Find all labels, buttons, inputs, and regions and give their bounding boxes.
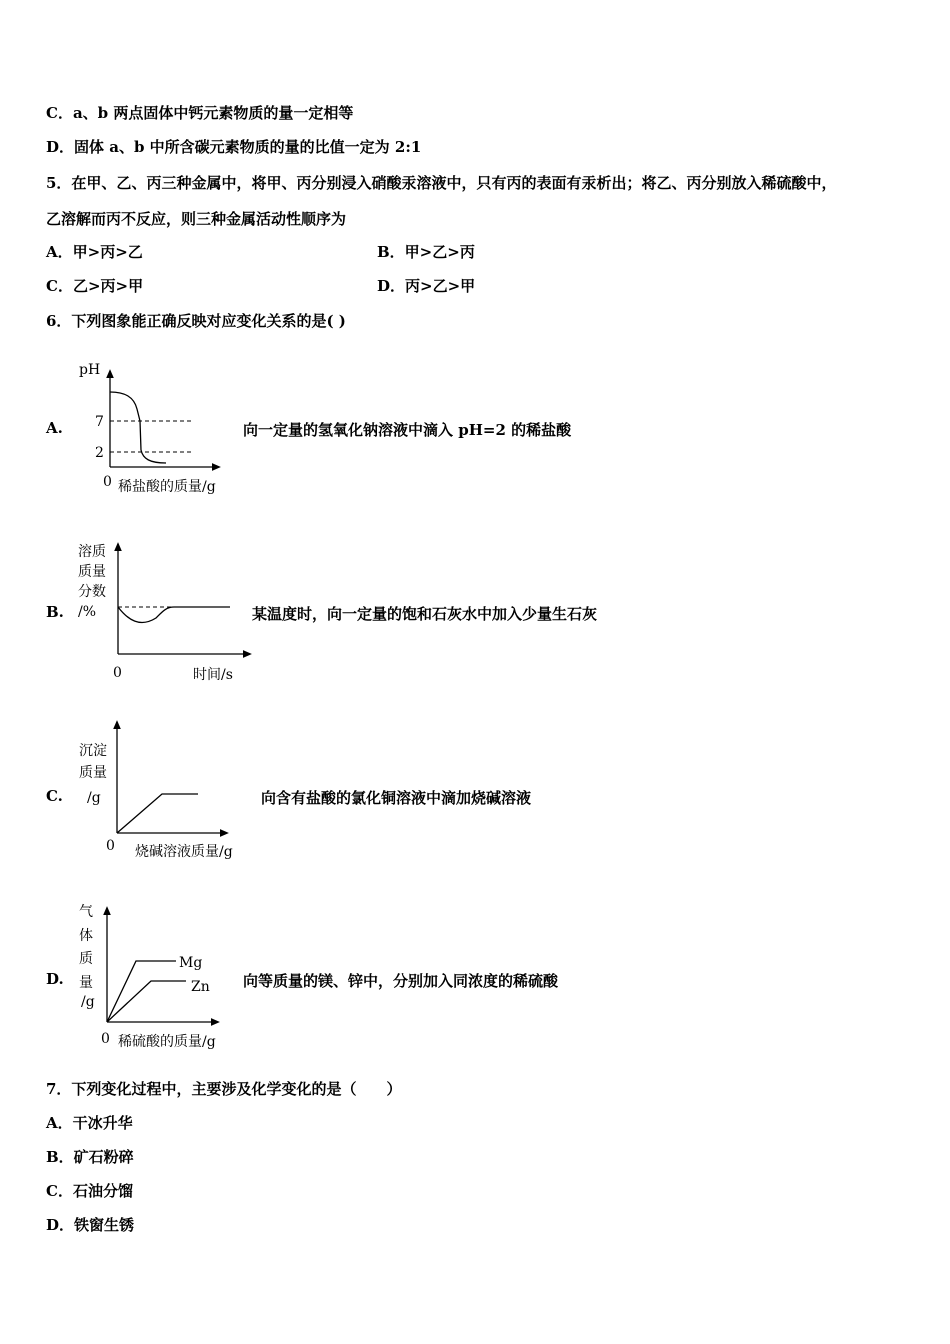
axis-label-x: 时间/s	[193, 667, 233, 683]
axis-label-y-4: 量	[79, 975, 93, 991]
axis-label-y-1: 沉淀	[79, 743, 107, 759]
q6-option-a-graph	[70, 355, 250, 500]
origin-label: 0	[106, 838, 115, 854]
axis-label-y-4: /%	[78, 604, 97, 620]
q7-stem: 7．下列变化过程中，主要涉及化学变化的是（ ）	[46, 1080, 402, 1098]
q5-option-c: C．乙>丙>甲	[46, 277, 144, 295]
q5-stem-line1: 5．在甲、乙、丙三种金属中，将甲、丙分别浸入硝酸汞溶液中，只有丙的表面有汞析出；将乙、丙分别放入稀硫酸中，	[46, 174, 837, 192]
axis-label-y-1: 溶质	[78, 544, 106, 560]
origin-label: 0	[101, 1031, 110, 1047]
q6-stem: 6．下列图象能正确反映对应变化关系的是( )	[46, 312, 346, 330]
q6-option-a-label: A.	[46, 419, 63, 437]
q6-option-c-label: C.	[46, 787, 63, 805]
axis-label-y-3: 质	[79, 951, 93, 967]
q6-option-b-label: B.	[46, 603, 64, 621]
axis-label-ph: pH	[79, 362, 101, 378]
origin-label: 0	[113, 665, 122, 681]
axis-label-y-3: 分数	[78, 584, 106, 600]
axis-label-y-2: 体	[79, 928, 93, 944]
q5-stem-line2: 乙溶解而丙不反应，则三种金属活动性顺序为	[46, 210, 347, 228]
axis-label-y-5: /g	[81, 994, 95, 1010]
q6-option-b-description: 某温度时，向一定量的饱和石灰水中加入少量生石灰	[252, 605, 598, 623]
q4-option-c: C．a、b 两点固体中钙元素物质的量一定相等	[46, 104, 354, 122]
q7-option-b: B．矿石粉碎	[46, 1148, 134, 1166]
q5-option-a: A．甲>丙>乙	[46, 243, 143, 261]
origin-label: 0	[103, 474, 112, 490]
tick-7: 7	[95, 414, 104, 430]
q4-option-d: D．固体 a、b 中所含碳元素物质的量的比值一定为 2:1	[46, 138, 422, 156]
axis-label-y-1: 气	[79, 904, 93, 920]
q6-option-c-description: 向含有盐酸的氯化铜溶液中滴加烧碱溶液	[261, 789, 532, 807]
q5-option-d: D．丙>乙>甲	[377, 277, 476, 295]
q6-option-b-graph	[70, 540, 260, 690]
series-label-zn: Zn	[191, 979, 210, 995]
q6-option-c-graph	[70, 720, 260, 865]
q7-option-a: A．干冰升华	[46, 1114, 133, 1132]
q6-option-d-description: 向等质量的镁、锌中，分别加入同浓度的稀硫酸	[243, 972, 559, 990]
axis-label-y-2: 质量	[78, 564, 106, 580]
q6-option-a-description: 向一定量的氢氧化钠溶液中滴入 pH=2 的稀盐酸	[243, 421, 572, 439]
axis-label-y-3: /g	[87, 790, 101, 806]
axis-label-y-2: 质量	[79, 765, 107, 781]
axis-label-x: 烧碱溶液质量/g	[135, 844, 233, 860]
q6-option-d-graph	[70, 900, 250, 1055]
series-label-mg: Mg	[179, 955, 203, 971]
tick-2: 2	[95, 445, 104, 461]
q7-option-d: D．铁窗生锈	[46, 1216, 135, 1234]
q7-option-c: C．石油分馏	[46, 1182, 133, 1200]
axis-label-x: 稀盐酸的质量/g	[118, 479, 216, 495]
q5-option-b: B．甲>乙>丙	[377, 243, 475, 261]
axis-label-x: 稀硫酸的质量/g	[118, 1034, 216, 1050]
q6-option-d-label: D.	[46, 970, 64, 988]
